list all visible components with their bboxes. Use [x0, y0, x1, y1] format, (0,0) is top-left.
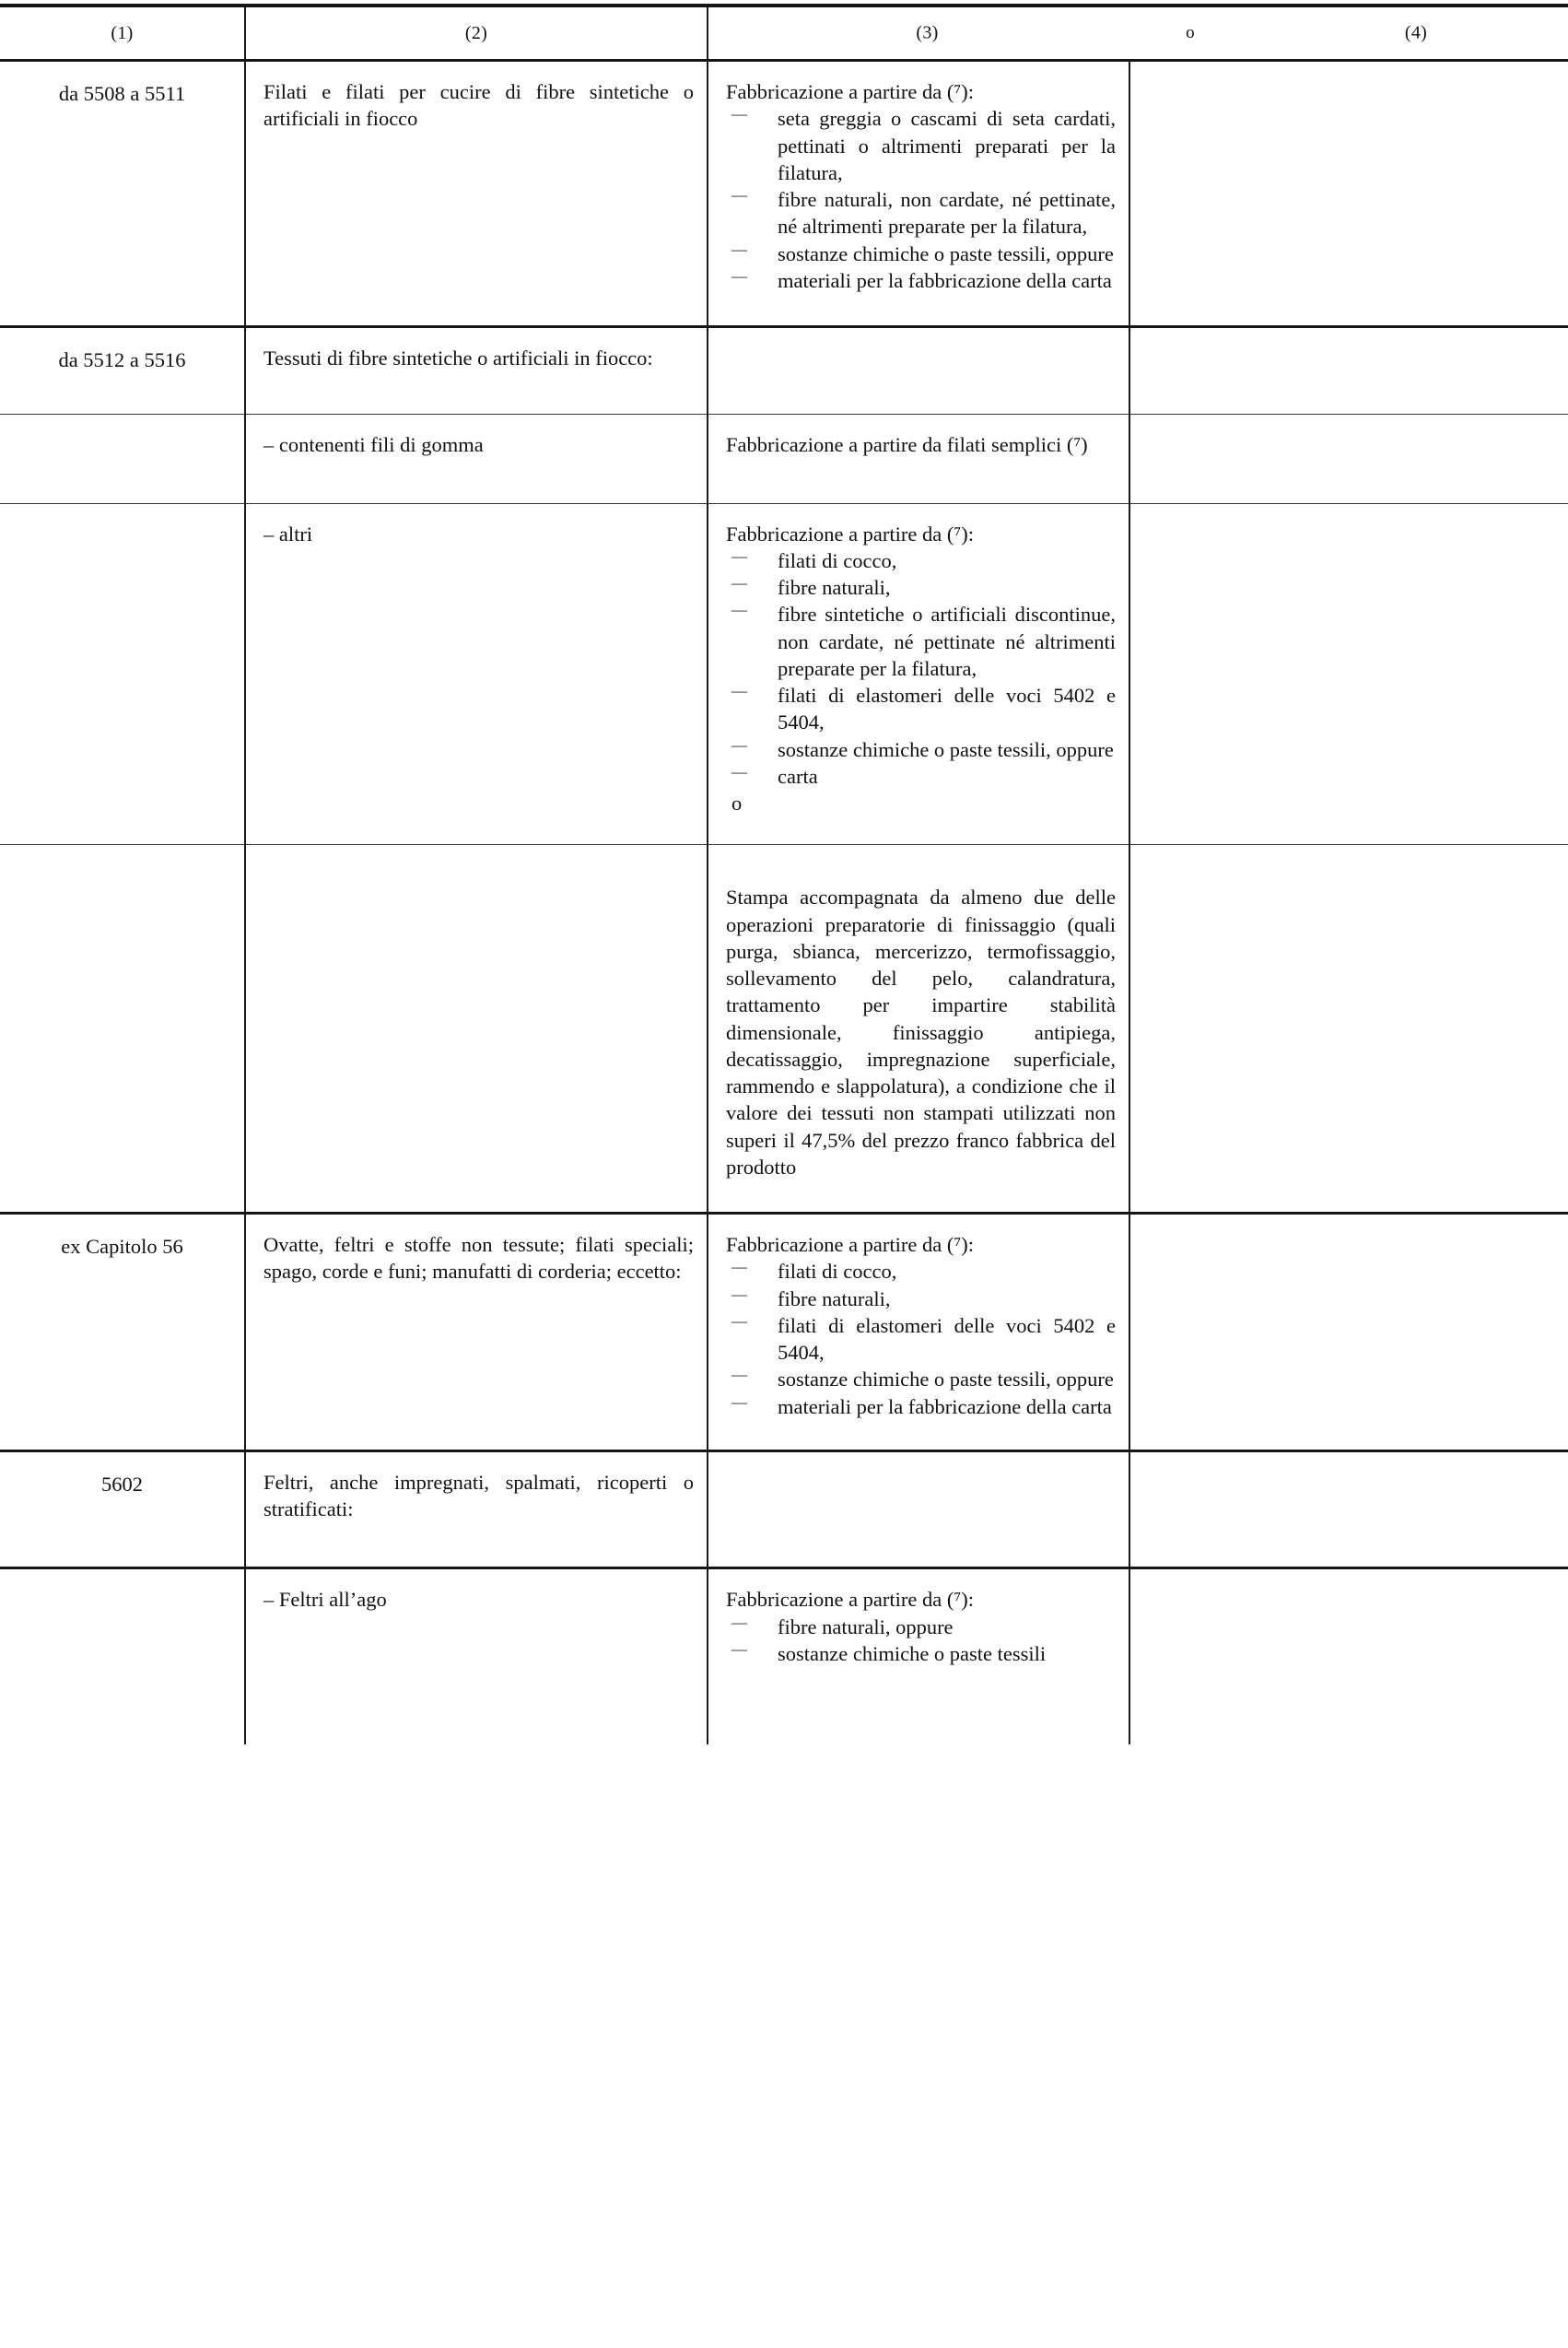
- table-row: [0, 1450, 1568, 1568]
- header-label-separator: o: [1186, 23, 1195, 42]
- code-text: [0, 504, 244, 542]
- description-text: – Feltri all’ago: [263, 1588, 387, 1612]
- description-text: – altri: [263, 522, 313, 546]
- table-row: [0, 327, 1568, 415]
- row-code-cell: [0, 1214, 245, 1451]
- header-label-3: (3): [916, 22, 939, 43]
- rule-intro: Fabbricazione a partire da (⁷):: [726, 80, 974, 103]
- rule-intro: Fabbricazione a partire da (⁷):: [726, 522, 974, 546]
- rules-of-origin-table: [0, 4, 1568, 1744]
- table-row: [0, 61, 1568, 327]
- rule-intro: [708, 1452, 1129, 1488]
- table-row: [0, 845, 1568, 1214]
- table-row: [0, 1568, 1568, 1744]
- row-rule-cell: [708, 1568, 1129, 1744]
- alt-rule-text: [1130, 1452, 1568, 1488]
- header-cell-1: [0, 6, 245, 61]
- rule-item: — fibre naturali, non cardate, né pettinate, né altrimenti preparate per la filatura,: [726, 186, 1116, 241]
- alt-rule-text: [1130, 328, 1568, 364]
- code-text: ex Capitolo 56: [61, 1235, 183, 1258]
- row-code-cell: [0, 1568, 245, 1744]
- rule-item: — fibre naturali, oppure: [726, 1614, 1116, 1640]
- code-text: da 5512 a 5516: [58, 348, 186, 371]
- row-rule-cell: [708, 1214, 1129, 1451]
- code-text: [0, 415, 244, 452]
- alt-rule-text: [1130, 504, 1568, 540]
- row-alt-rule-cell: [1129, 61, 1568, 327]
- description-text: Ovatte, feltri e stoffe non tessute; filati speciali; spago, corde e funi; manufatti di corderia; eccetto:: [263, 1233, 694, 1284]
- rule-item: — materiali per la fabbricazione della carta: [726, 267, 1116, 294]
- row-rule-cell: [708, 845, 1129, 1214]
- row-alt-rule-cell: [1129, 1214, 1568, 1451]
- table-row: [0, 415, 1568, 503]
- rule-item-list: [726, 105, 1116, 294]
- header-label-2: (2): [464, 22, 488, 43]
- row-rule-cell: [708, 415, 1129, 503]
- row-description-cell: [245, 845, 708, 1214]
- row-alt-rule-cell: [1129, 415, 1568, 503]
- row-alt-rule-cell: [1129, 1568, 1568, 1744]
- rule-item: — seta greggia o cascami di seta cardati, pettinati o altrimenti preparati per la filatura,: [726, 105, 1116, 186]
- row-code-cell: [0, 61, 245, 327]
- rule-intro: [708, 328, 1129, 364]
- row-code-cell: [0, 1450, 245, 1568]
- header-label-4: (4): [1404, 22, 1428, 43]
- alt-rule-text: [1130, 845, 1568, 881]
- description-text: – contenenti fili di gomma: [263, 433, 484, 457]
- rule-item-list: [726, 1614, 1116, 1668]
- row-alt-rule-cell: [1129, 503, 1568, 845]
- rule-item: — fibre naturali,: [726, 1286, 1116, 1312]
- row-description-cell: [245, 1214, 708, 1451]
- alt-rule-text: [1130, 62, 1568, 98]
- rule-item: — sostanze chimiche o paste tessili, oppure: [726, 1366, 1116, 1392]
- row-description-cell: [245, 61, 708, 327]
- rule-intro: Fabbricazione a partire da (⁷):: [726, 1233, 974, 1256]
- row-alt-rule-cell: [1129, 1450, 1568, 1568]
- rule-item: — filati di cocco,: [726, 547, 1116, 574]
- rule-item: — sostanze chimiche o paste tessili, oppure: [726, 736, 1116, 763]
- rule-item: — filati di cocco,: [726, 1258, 1116, 1285]
- rule-intro: Fabbricazione a partire da filati semplici (⁷): [726, 433, 1088, 457]
- row-rule-cell: [708, 503, 1129, 845]
- rule-intro: Fabbricazione a partire da (⁷):: [726, 1588, 974, 1612]
- rule-item: — sostanze chimiche o paste tessili, oppure: [726, 241, 1116, 267]
- header-label-1: (1): [111, 22, 134, 43]
- row-code-cell: [0, 845, 245, 1214]
- row-rule-cell: [708, 61, 1129, 327]
- row-rule-cell: [708, 1450, 1129, 1568]
- row-description-cell: [245, 327, 708, 415]
- description-text: [246, 845, 707, 881]
- row-description-cell: [245, 415, 708, 503]
- row-code-cell: [0, 415, 245, 503]
- row-alt-rule-cell: [1129, 845, 1568, 1214]
- rule-item: — sostanze chimiche o paste tessili: [726, 1640, 1116, 1667]
- rule-paragraph: Stampa accompagnata da almeno due delle operazioni preparatorie di finissaggio (quali purga, sbianca, mercerizzo, termofissaggio, sollevamento del pelo, calandratura, trattamento per impartire stabilità dimensionale, finissaggio antipiega, decatissaggio, impregnazione superficiale, rammendo e slappolatura), a condizione che il valore dei tessuti non stampati utilizzati non superi il 47,5% del prezzo franco fabbrica del prodotto: [726, 886, 1116, 1179]
- rule-item: — filati di elastomeri delle voci 5402 e 5404,: [726, 682, 1116, 736]
- rule-item: — fibre sintetiche o artificiali discontinue, non cardate, né pettinate né altrimenti preparate per la filatura,: [726, 601, 1116, 682]
- rule-item: — materiali per la fabbricazione della carta: [726, 1393, 1116, 1420]
- rule-item: — carta: [726, 763, 1116, 790]
- rule-alternative-connector: o: [731, 792, 743, 815]
- rule-item-list: [726, 547, 1116, 790]
- rule-item: — fibre naturali,: [726, 574, 1116, 601]
- row-code-cell: [0, 503, 245, 845]
- table-row: [0, 1214, 1568, 1451]
- alt-rule-text: [1130, 415, 1568, 451]
- table-header-row: [0, 6, 1568, 61]
- code-text: da 5508 a 5511: [58, 82, 186, 105]
- row-alt-rule-cell: [1129, 327, 1568, 415]
- code-text: [0, 1569, 244, 1607]
- row-description-cell: [245, 1450, 708, 1568]
- row-code-cell: [0, 327, 245, 415]
- code-text: [0, 845, 244, 883]
- alt-rule-text: [1130, 1215, 1568, 1250]
- rule-item-list: [726, 1258, 1116, 1420]
- header-cell-2: [245, 6, 708, 61]
- description-text: Tessuti di fibre sintetiche o artificiali in fiocco:: [263, 346, 653, 370]
- rule-item: — filati di elastomeri delle voci 5402 e 5404,: [726, 1312, 1116, 1367]
- row-rule-cell: [708, 327, 1129, 415]
- row-description-cell: [245, 503, 708, 845]
- row-description-cell: [245, 1568, 708, 1744]
- code-text: 5602: [101, 1472, 143, 1496]
- alt-rule-text: [1130, 1569, 1568, 1605]
- table-row: [0, 503, 1568, 845]
- description-text: Filati e filati per cucire di fibre sintetiche o artificiali in fiocco: [263, 80, 694, 131]
- description-text: Feltri, anche impregnati, spalmati, ricoperti o stratificati:: [263, 1470, 694, 1520]
- header-cell-3-4: [708, 6, 1568, 61]
